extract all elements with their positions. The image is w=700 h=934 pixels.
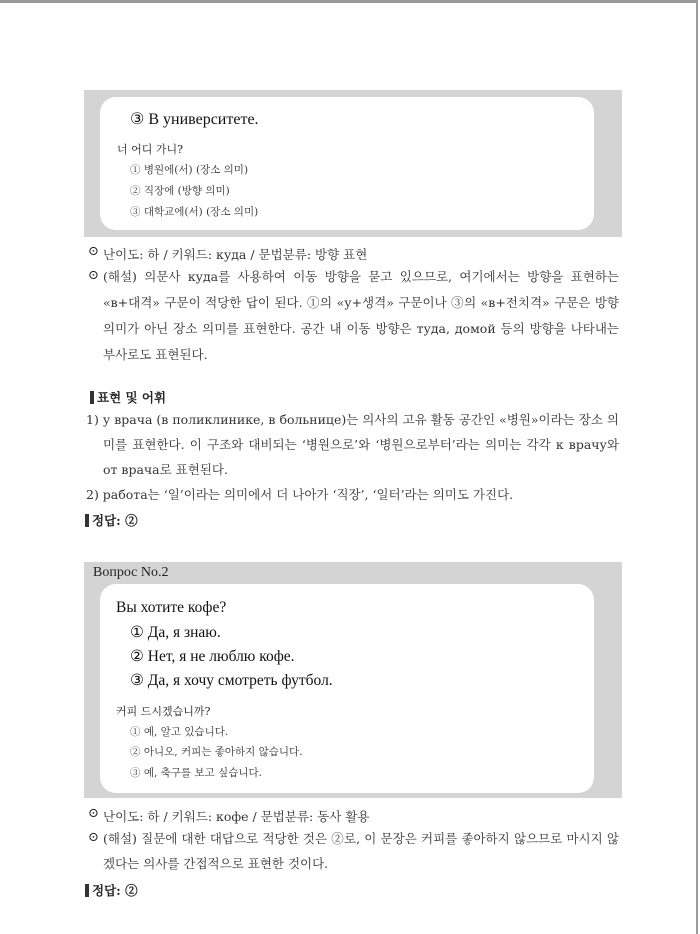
ko-option: ③ 대학교에(서) (장소 의미) (130, 206, 259, 218)
answer-bar (85, 514, 89, 527)
q1-answer (85, 511, 138, 529)
bullet-icon: ⊙ (88, 244, 99, 259)
ko-option: ② 아니오, 커피는 좋아하지 않습니다. (130, 746, 303, 758)
q2-answer (85, 881, 138, 899)
option-3: ③ В университете. (130, 111, 259, 128)
question2-title: Вопрос No.2 (93, 565, 169, 580)
bullet-icon: ⊙ (88, 830, 99, 845)
question2-box (84, 562, 622, 798)
question1-card (100, 97, 594, 230)
vocab-heading (90, 388, 166, 406)
q2-info: 난이도: 하 / 키워드: кофе / 문법분류: 동사 활용 (103, 809, 370, 824)
ko-option: ① 예, 알고 있습니다. (130, 726, 229, 738)
vocab-item: 2) работа는 ‘일’이라는 의미에서 더 나아가 ‘직장’, ‘일터’라는 의미도 가진다. (86, 487, 514, 502)
q1-info: 난이도: 하 / 키워드: куда / 문법분류: 방향 표현 (103, 247, 368, 262)
ko-option: ② 직장에 (방향 의미) (130, 185, 230, 197)
question1-box (84, 90, 622, 237)
question-text: Вы хотите кофе? (116, 599, 227, 616)
vocab-item: 1) у врача (в поликлинике, в больнице)는 의사의 고유 활동 공간인 «병원»이라는 장소 의미를 표현한다. 이 구조와 대비되는 ‘병원으로’와 ‘병원으로부터’라는 의미는 각각 к врачу와 от врача로 표현된다. (86, 412, 619, 477)
answer-bar (85, 884, 89, 897)
question2-card (100, 584, 594, 793)
answer-text: 정답: ② (92, 883, 138, 898)
ko-question: 커피 드시겠습니까? (116, 705, 211, 718)
ko-option: ① 병원에(서) (장소 의미) (130, 164, 249, 176)
answer-text: 정답: ② (92, 513, 138, 528)
bullet-icon: ⊙ (88, 268, 99, 283)
q2-explanation: (해설) 질문에 대한 대답으로 적당한 것은 ②로, 이 문장은 커피를 좋아하지 않으므로 마시지 않겠다는 의사를 간접적으로 표현한 것이다. (103, 831, 619, 871)
heading-bar (90, 391, 94, 404)
bullet-icon: ⊙ (88, 806, 99, 821)
option-1: ① Да, я знаю. (130, 624, 221, 641)
option-3: ③ Да, я хочу смотреть футбол. (130, 672, 333, 689)
option-2: ② Нет, я не люблю кофе. (130, 648, 295, 665)
q1-explanation: (해설) 의문사 куда를 사용하여 이동 방향을 묻고 있으므로, 여기에서는 방향을 표현하는 «в+대격» 구문이 적당한 답이 된다. ①의 «у+생격» 구문이나 ③의 «в+전치격» 구문은 방향 의미가 아닌 장소 의미를 표현한다. 공간 내 이동 방향은 туда, домой 등의 방향을 나타내는 부사로도 표현된다. (103, 269, 619, 362)
ko-option: ③ 예, 축구를 보고 싶습니다. (130, 767, 262, 779)
vocab-title: 표현 및 어휘 (97, 390, 167, 405)
ko-question: 너 어디 가니? (117, 143, 184, 156)
